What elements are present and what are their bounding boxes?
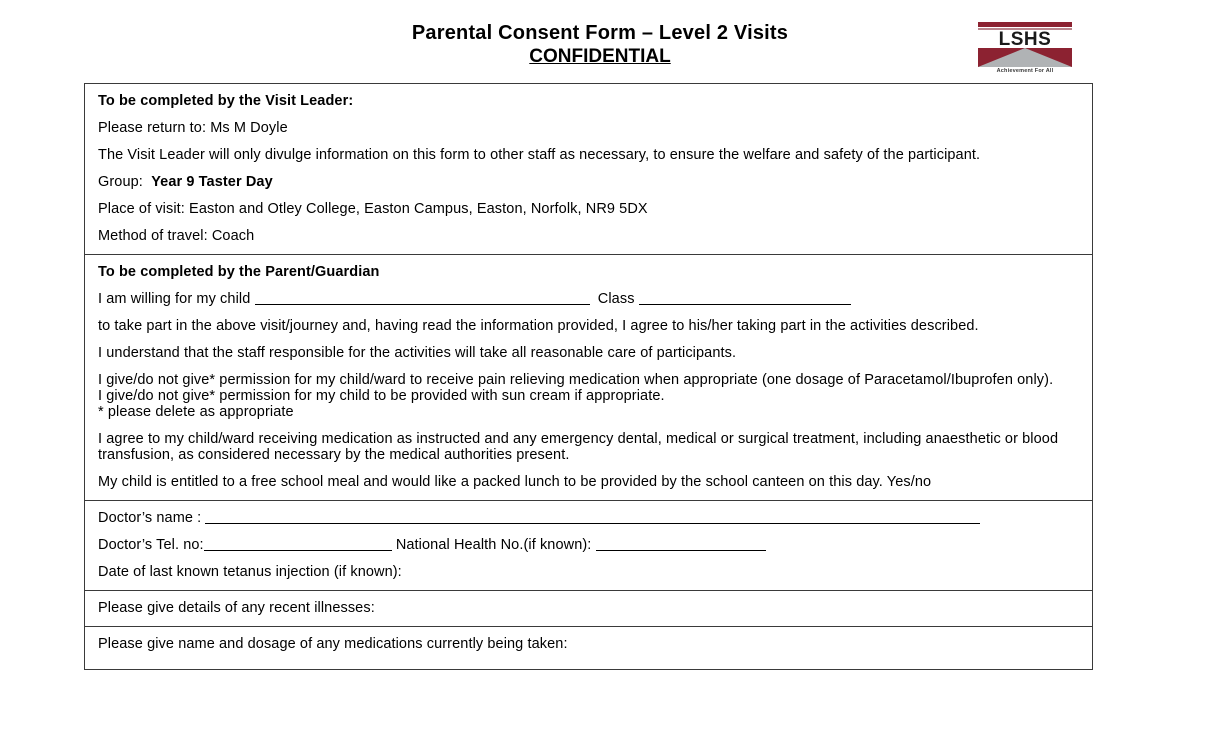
doctor-name-row (98, 510, 1079, 526)
parent-guardian-heading: To be completed by the Parent/Guardian (98, 264, 380, 280)
consent-form-table (84, 83, 1093, 670)
group-label: Group: (98, 174, 143, 190)
parent-guardian-section (85, 254, 1092, 500)
doctor-name-label: Doctor’s name : (98, 510, 202, 526)
recent-illnesses-section[interactable] (85, 590, 1092, 626)
logo-chevron-icon (978, 48, 1072, 67)
place-of-visit-text: Place of visit: Easton and Otley College, Easton Campus, Easton, Norfolk, NR9 5DX (98, 201, 648, 217)
group-value: Year 9 Taster Day (151, 174, 273, 190)
medical-details-section (85, 500, 1092, 590)
method-of-travel-text: Method of travel: Coach (98, 228, 255, 244)
delete-note-text: * please delete as appropriate (98, 404, 294, 420)
tetanus-label: Date of last known tetanus injection (if known): (98, 564, 402, 580)
emergency-treatment-text: I agree to my child/ward receiving medication as instructed and any emergency dental, medical or surgical treatment, including anaesthetic or blood transfusion, as considered necessary by the medical authorities present. (98, 431, 1059, 463)
doctor-tel-label: Doctor’s Tel. no: (98, 537, 204, 553)
document-header (0, 0, 1220, 82)
willing-prefix-label: I am willing for my child (98, 291, 251, 307)
logo-wordmark: LSHS (998, 29, 1052, 50)
class-field[interactable] (639, 304, 851, 305)
disclosure-text: The Visit Leader will only divulge information on this form to other staff as necessary, to ensure the welfare and safety of the participant. (98, 147, 981, 163)
take-part-text: to take part in the above visit/journey and, having read the information provided, I agree to his/her taking part in the activities described. (98, 318, 979, 334)
visit-leader-heading: To be completed by the Visit Leader: (98, 93, 354, 109)
current-medications-prompt: Please give name and dosage of any medications currently being taken: (98, 636, 568, 652)
understand-text: I understand that the staff responsible for the activities will take all reasonable care of participants. (98, 345, 737, 361)
pain-relief-text: I give/do not give* permission for my child/ward to receive pain relieving medication when appropriate (one dosage of Paracetamol/Ibuprofen only). (98, 372, 1054, 388)
group-row (98, 174, 1079, 190)
logo-tagline: Achievement For All (996, 68, 1054, 74)
doctor-name-field[interactable] (205, 523, 980, 524)
current-medications-section[interactable] (85, 626, 1092, 669)
free-meal-text: My child is entitled to a free school meal and would like a packed lunch to be provided by the school canteen on this day. Yes/no (98, 474, 932, 490)
nhs-number-field[interactable] (596, 550, 766, 551)
page-title (200, 22, 1000, 68)
class-label: Class (597, 291, 635, 307)
child-name-field[interactable] (255, 304, 590, 305)
title-confidential: CONFIDENTIAL (529, 46, 671, 67)
logo-top-bar (978, 22, 1072, 27)
sun-cream-text: I give/do not give* permission for my child to be provided with sun cream if appropriate. (98, 388, 665, 404)
doctor-tel-field[interactable] (204, 550, 392, 551)
title-main: Parental Consent Form – Level 2 Visits (411, 22, 789, 44)
child-name-row (98, 291, 1079, 307)
return-to-text: Please return to: Ms M Doyle (98, 120, 288, 136)
visit-leader-section (85, 84, 1092, 254)
recent-illnesses-prompt: Please give details of any recent illnesses: (98, 600, 375, 616)
logo-block (978, 48, 1072, 67)
school-logo (978, 22, 1072, 78)
nhs-label: National Health No.(if known): (395, 537, 592, 553)
doctor-tel-row (98, 537, 1079, 553)
